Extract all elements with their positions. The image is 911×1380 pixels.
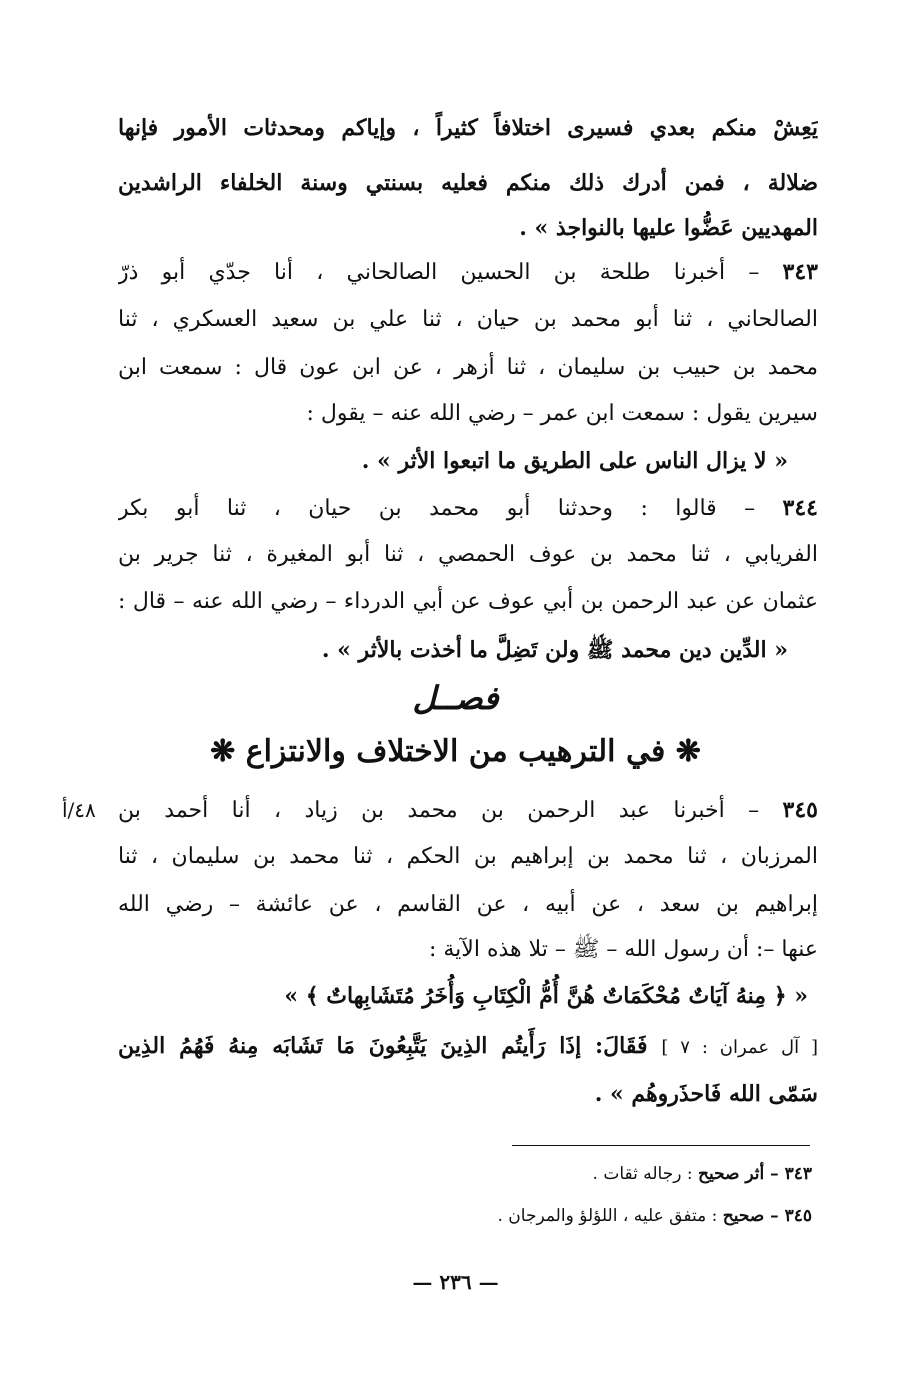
footnote-345	[300, 1198, 812, 1234]
footnote-number: ٣٤٥	[784, 1206, 812, 1226]
quran-verse: « ﴿ مِنهُ آيَاتٌ مُحْكَمَاتٌ هُنَّ أُمُّ الْكِتَابِ وَأُخَرُ مُتَشَابِهاتٌ ﴾ »	[284, 983, 808, 1009]
hadith-number: ٣٤٥	[782, 797, 818, 823]
footnote-text: : رجاله ثقات .	[592, 1164, 698, 1184]
hadith-number: ٣٤٣	[782, 259, 818, 285]
chapter-heading: ❋ في الترهيب من الاختلاف والانتزاع ❋	[210, 734, 701, 769]
text-span: – قالوا : وحدثنا أبو محمد بن حيان ، ثنا أبو بكر	[118, 496, 783, 521]
hadith-quote: « لا يزال الناس على الطريق ما اتبعوا الأثر » .	[361, 448, 788, 474]
text-span: – أخبرنا عبد الرحمن بن محمد بن زياد ، أنا أحمد بن	[118, 798, 783, 823]
text-line: ضلالة ، فمن أدرك ذلك منكم فعليه بسنتي وسنة الخلفاء الراشدين	[118, 170, 818, 196]
footnote-number: ٣٤٣	[784, 1164, 812, 1184]
hadith-quote: « الدِّين دين محمد ﷺ ولن تَضِلَّ ما أخذت بالأثر » .	[321, 637, 788, 663]
text-line: الصالحاني ، ثنا أبو محمد بن حيان ، ثنا علي بن سعيد العسكري ، ثنا	[118, 307, 818, 332]
text-line: الفريابي ، ثنا محمد بن عوف الحمصي ، ثنا أبو المغيرة ، ثنا جرير بن	[118, 542, 818, 567]
footnote-text: : متفق عليه ، اللؤلؤ والمرجان .	[497, 1206, 723, 1226]
footnote-divider	[512, 1145, 810, 1146]
text-line: سيرين يقول : سمعت ابن عمر – رضي الله عنه – يقول :	[306, 401, 818, 426]
text-line: المرزبان ، ثنا محمد بن إبراهيم بن الحكم ، ثنا محمد بن سليمان ، ثنا	[118, 844, 818, 869]
text-line: عثمان عن عبد الرحمن بن أبي عوف عن أبي الدرداء – رضي الله عنه – قال :	[118, 589, 818, 614]
text-line: محمد بن حبيب بن سليمان ، ثنا أزهر ، عن ابن عون قال : سمعت ابن	[118, 355, 818, 380]
text-line: إبراهيم بن سعد ، عن أبيه ، عن القاسم ، عن عائشة – رضي الله	[118, 892, 818, 917]
text-line: سَمّى الله فَاحذَروهُم » .	[594, 1081, 818, 1107]
text-line: عنها –: أن رسول الله – ﷺ – تلا هذه الآية :	[428, 937, 818, 962]
section-label: فصــل	[412, 679, 499, 717]
text-line: المهديين عَضُّوا عليها بالنواجذ » .	[519, 215, 818, 241]
margin-folio-note: ٤٨/أ	[62, 798, 96, 822]
text-span: فَقَالَ: إذَا رَأَيتُم الذِينَ يَتَّبِعُونَ مَا تَشَابَه مِنهُ فَهُمُ الذِين	[118, 1033, 662, 1059]
text-span: – أخبرنا طلحة بن الحسين الصالحاني ، أنا جدّي أبو ذرّ	[118, 260, 783, 285]
page-number: — ٢٣٦ —	[412, 1270, 499, 1294]
footnote-343	[300, 1156, 812, 1192]
text-line: يَعِشْ منكم بعدي فسيرى اختلافاً كثيراً ، وإياكم ومحدثات الأمور فإنها	[118, 115, 818, 141]
verse-citation: [ آل عمران : ٧ ]	[661, 1037, 818, 1058]
footnote-grade: – صحيح	[722, 1206, 785, 1226]
footnote-grade: – أثر صحيح	[697, 1164, 785, 1184]
hadith-number: ٣٤٤	[782, 495, 818, 521]
